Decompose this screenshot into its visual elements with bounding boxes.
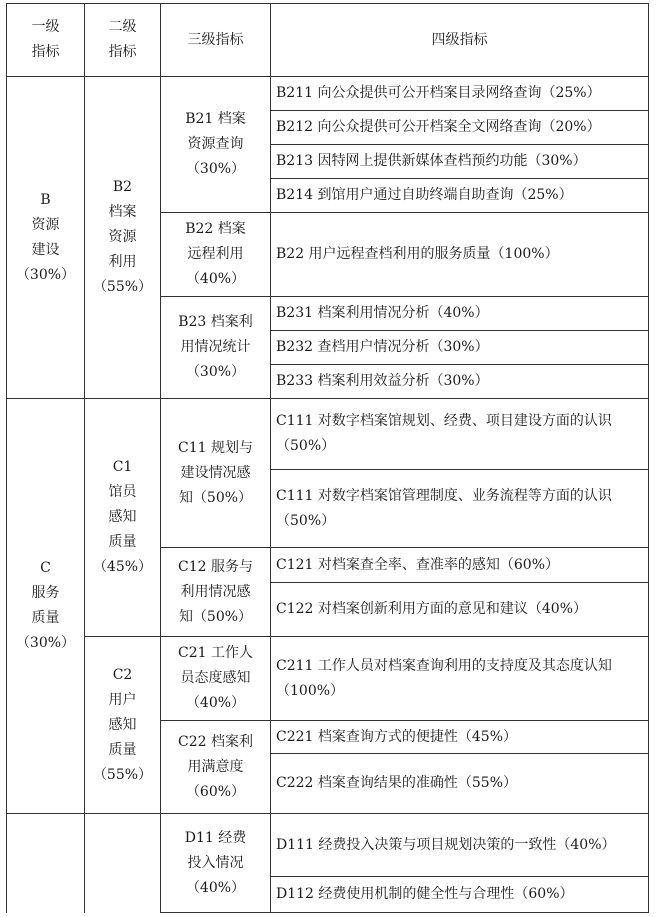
level4-cell-D112: D112 经费使用机制的健全性与合理性（60%） bbox=[271, 877, 649, 913]
level4-cell-B231: B231 档案利用情况分析（40%） bbox=[271, 297, 649, 331]
level4-cell-C122: C122 对档案创新利用方面的意见和建议（40%） bbox=[271, 583, 649, 637]
level2-cell-B2: B2 档案 资源 利用 （55%） bbox=[85, 77, 161, 399]
header-level4: 四级指标 bbox=[271, 4, 649, 77]
level4-cell-B22: B22 用户远程查档利用的服务质量（100%） bbox=[271, 213, 649, 297]
table-row bbox=[7, 77, 649, 111]
level4-cell-B211: B211 向公众提供可公开档案目录网络查询（25%） bbox=[271, 77, 649, 111]
level3-cell-C22: C22 档案利 用满意度 （60%） bbox=[161, 721, 271, 814]
header-row bbox=[7, 4, 649, 77]
level2-cell-C1: C1 馆员 感知 质量 （45%） bbox=[85, 399, 161, 637]
level3-cell-B22: B22 档案 远程利用 （40%） bbox=[161, 213, 271, 297]
level4-cell-C121: C121 对档案查全率、查准率的感知（60%） bbox=[271, 548, 649, 583]
header-level3: 三级指标 bbox=[161, 4, 271, 77]
level1-cell-B: B 资源 建设 （30%） bbox=[7, 77, 85, 399]
level4-cell-C111a: C111 对数字档案馆规划、经费、项目建设方面的认识（50%） bbox=[271, 399, 649, 470]
level3-cell-C21: C21 工作人 员态度感知 （40%） bbox=[161, 637, 271, 721]
table-row bbox=[7, 399, 649, 470]
table-row bbox=[7, 814, 649, 877]
header-level1: 一级 指标 bbox=[7, 4, 85, 77]
level3-cell-B21: B21 档案 资源查询 （30%） bbox=[161, 77, 271, 213]
header-level2: 二级 指标 bbox=[85, 4, 161, 77]
level3-cell-D11: D11 经费 投入情况 （40%） bbox=[161, 814, 271, 913]
table-row bbox=[7, 637, 649, 721]
level4-cell-B213: B213 因特网上提供新媒体查档预约功能（30%） bbox=[271, 145, 649, 179]
level4-cell-C111b: C111 对数字档案馆管理制度、业务流程等方面的认识（50%） bbox=[271, 470, 649, 548]
indicator-table bbox=[6, 3, 649, 913]
level4-cell-C211: C211 工作人员对档案查询利用的支持度及其态度认知（100%） bbox=[271, 637, 649, 721]
level3-cell-C11: C11 规划与 建设情况感 知（50%） bbox=[161, 399, 271, 548]
level1-cell-D bbox=[7, 814, 85, 913]
level4-cell-D111: D111 经费投入决策与项目规划决策的一致性（40%） bbox=[271, 814, 649, 877]
level4-cell-B212: B212 向公众提供可公开档案全文网络查询（20%） bbox=[271, 111, 649, 145]
level2-cell-D1 bbox=[85, 814, 161, 913]
level1-cell-C: C 服务 质量 （30%） bbox=[7, 399, 85, 814]
level4-cell-B214: B214 到馆用户通过自助终端自助查询（25%） bbox=[271, 179, 649, 213]
level4-cell-B233: B233 档案利用效益分析（30%） bbox=[271, 365, 649, 399]
level4-cell-C222: C222 档案查询结果的准确性（55%） bbox=[271, 754, 649, 814]
level4-cell-C221: C221 档案查询方式的便捷性（45%） bbox=[271, 721, 649, 754]
level3-cell-B23: B23 档案利 用情况统计 （30%） bbox=[161, 297, 271, 399]
level2-cell-C2: C2 用户 感知 质量 （55%） bbox=[85, 637, 161, 814]
level3-cell-C12: C12 服务与 利用情况感 知（50%） bbox=[161, 548, 271, 637]
level4-cell-B232: B232 查档用户情况分析（30%） bbox=[271, 331, 649, 365]
